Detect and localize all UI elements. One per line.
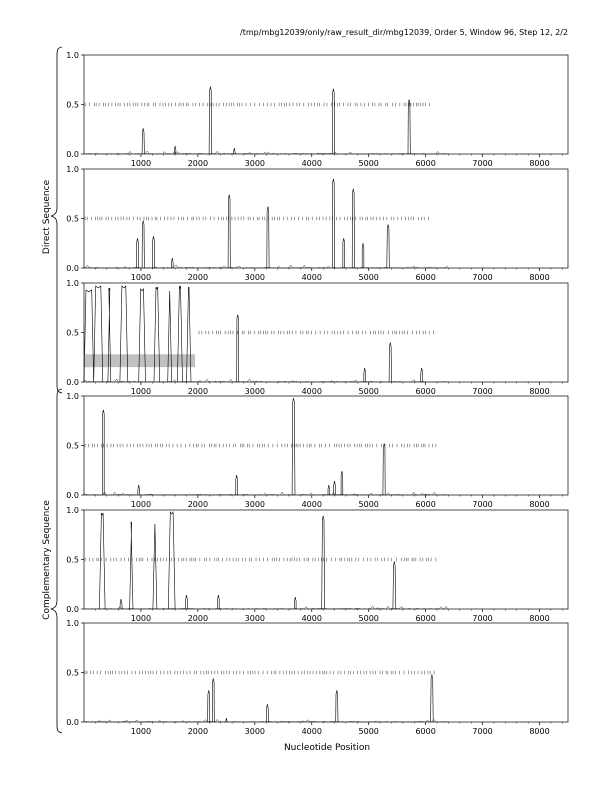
- x-tick-label: 1000: [130, 614, 152, 623]
- x-tick-label: 5000: [358, 273, 379, 282]
- peak-trace: [142, 128, 144, 154]
- y-tick-label: 0.0: [66, 264, 79, 273]
- x-tick-label: 2000: [187, 500, 209, 509]
- peak-trace: [186, 595, 188, 609]
- x-tick-label: 7000: [472, 387, 493, 396]
- x-tick-label: 6000: [415, 500, 436, 509]
- x-tick-label: 1000: [130, 387, 152, 396]
- peak-trace: [174, 146, 176, 154]
- x-tick-label: 3000: [244, 273, 266, 282]
- plateau-trace: [187, 287, 192, 382]
- x-tick-label: 5000: [358, 500, 379, 509]
- x-tick-label: 8000: [529, 614, 550, 623]
- x-tick-label: 7000: [472, 500, 493, 509]
- x-tick-label: 4000: [301, 387, 322, 396]
- plateau-trace: [177, 286, 182, 382]
- panel-p4: [66, 392, 568, 509]
- panel-p6: [66, 619, 568, 736]
- panels: [66, 51, 568, 736]
- plateau-trace: [168, 291, 172, 382]
- plateau-trace: [139, 289, 146, 382]
- peak-trace: [236, 475, 238, 495]
- y-tick-label: 0.0: [66, 491, 79, 500]
- plateau-trace: [108, 288, 111, 382]
- peak-trace: [120, 599, 122, 609]
- x-tick-label: 4000: [301, 159, 322, 168]
- peak-trace: [328, 485, 330, 495]
- y-tick-label: 0.5: [66, 214, 79, 224]
- panel-p1: [66, 51, 568, 168]
- y-tick-label: 0.0: [66, 378, 79, 387]
- x-tick-label: 3000: [244, 387, 266, 396]
- x-tick-label: 1000: [130, 727, 152, 736]
- peak-trace: [267, 207, 269, 268]
- peak-trace: [389, 342, 392, 382]
- y-tick-label: 0.0: [66, 605, 79, 614]
- x-tick-label: 5000: [358, 614, 379, 623]
- panel-p2: [66, 165, 568, 282]
- y-tick-label: 0.5: [66, 555, 79, 565]
- baseline-trace: [84, 606, 448, 609]
- peak-trace: [383, 444, 385, 496]
- panel-frame: [84, 396, 568, 495]
- x-tick-label: 6000: [415, 727, 436, 736]
- peak-trace: [226, 718, 228, 722]
- bracket-direct: [51, 47, 62, 393]
- y-tick-label: 0.5: [66, 668, 79, 678]
- x-tick-label: 5000: [358, 727, 379, 736]
- peak-trace: [336, 690, 338, 722]
- peak-trace: [387, 224, 390, 268]
- peak-trace: [209, 87, 212, 154]
- x-tick-label: 6000: [415, 273, 436, 282]
- peak-trace: [234, 148, 236, 154]
- peak-trace: [393, 562, 396, 610]
- x-tick-label: 2000: [187, 614, 209, 623]
- y-tick-label: 0.0: [66, 718, 79, 727]
- peak-trace: [237, 315, 239, 382]
- x-tick-label: 3000: [244, 159, 266, 168]
- x-tick-label: 7000: [472, 273, 493, 282]
- x-tick-label: 7000: [472, 614, 493, 623]
- x-tick-label: 2000: [187, 159, 209, 168]
- plateau-trace: [84, 290, 94, 382]
- plateau-trace: [120, 286, 128, 382]
- baseline-trace: [84, 151, 448, 154]
- peak-trace: [332, 89, 334, 154]
- x-tick-label: 5000: [358, 159, 379, 168]
- peak-trace: [408, 100, 410, 155]
- peak-trace: [228, 195, 230, 268]
- peak-trace: [153, 236, 155, 268]
- plateau-trace: [154, 287, 160, 382]
- x-tick-label: 8000: [529, 387, 550, 396]
- plateau-trace: [94, 286, 103, 382]
- baseline-trace: [84, 492, 448, 495]
- peak-trace: [352, 189, 354, 268]
- peak-trace: [362, 243, 364, 268]
- peak-trace: [138, 485, 140, 495]
- x-tick-label: 2000: [187, 273, 209, 282]
- x-tick-label: 8000: [529, 727, 550, 736]
- peak-trace: [322, 516, 325, 609]
- y-tick-label: 1.0: [66, 51, 79, 60]
- y-tick-label: 1.0: [66, 279, 79, 288]
- x-tick-label: 2000: [187, 727, 209, 736]
- peak-trace: [334, 481, 336, 495]
- x-tick-label: 7000: [472, 159, 493, 168]
- y-tick-label: 1.0: [66, 392, 79, 401]
- panel-p3: [66, 279, 568, 396]
- x-tick-label: 4000: [301, 500, 322, 509]
- x-tick-label: 8000: [529, 273, 550, 282]
- peak-trace: [218, 595, 220, 609]
- y-tick-label: 0.5: [66, 100, 79, 110]
- peak-trace: [212, 678, 214, 722]
- peak-trace: [294, 597, 296, 609]
- x-tick-label: 5000: [358, 387, 379, 396]
- peak-trace: [266, 704, 268, 722]
- plateau-trace: [153, 524, 157, 609]
- peak-trace: [341, 471, 343, 495]
- y-tick-label: 1.0: [66, 506, 79, 515]
- x-tick-label: 4000: [301, 273, 322, 282]
- x-tick-label: 1000: [130, 159, 152, 168]
- peak-trace: [142, 221, 144, 269]
- x-tick-label: 6000: [415, 614, 436, 623]
- group-label-direct: Direct Sequence: [42, 179, 52, 255]
- x-tick-label: 2000: [187, 387, 209, 396]
- x-tick-label: 4000: [301, 727, 322, 736]
- y-tick-label: 1.0: [66, 165, 79, 174]
- peak-trace: [431, 675, 434, 723]
- peak-trace: [364, 368, 366, 382]
- group-label-complementary: Complementary Sequence: [42, 500, 52, 620]
- panel-p5: [66, 506, 568, 623]
- x-tick-label: 3000: [244, 500, 266, 509]
- x-tick-label: 1000: [130, 500, 152, 509]
- peak-trace: [292, 398, 295, 495]
- plateau-trace: [99, 513, 105, 609]
- x-tick-label: 8000: [529, 159, 550, 168]
- x-tick-label: 3000: [244, 614, 266, 623]
- y-tick-label: 0.5: [66, 441, 79, 451]
- panel-frame: [84, 55, 568, 154]
- x-tick-label: 4000: [301, 614, 322, 623]
- peak-trace: [343, 238, 345, 268]
- x-tick-label: 6000: [415, 159, 436, 168]
- plateau-trace: [130, 522, 133, 609]
- x-tick-label: 1000: [130, 273, 152, 282]
- y-tick-label: 0.5: [66, 328, 79, 338]
- x-tick-label: 8000: [529, 500, 550, 509]
- peak-trace: [103, 410, 105, 495]
- bracket-complementary: [51, 389, 62, 733]
- x-tick-label: 3000: [244, 727, 266, 736]
- y-tick-label: 0.0: [66, 150, 79, 159]
- peak-trace: [171, 258, 173, 268]
- y-tick-label: 1.0: [66, 619, 79, 628]
- x-tick-label: 7000: [472, 727, 493, 736]
- peak-trace: [208, 690, 210, 722]
- x-tick-label: 6000: [415, 387, 436, 396]
- peak-trace: [332, 179, 334, 268]
- figure-header: /tmp/mbg12039/only/raw_result_dir/mbg12039, Order 5, Window 96, Step 12, 2/2: [240, 28, 568, 37]
- x-axis-label: Nucleotide Position: [283, 743, 371, 753]
- peak-trace: [137, 238, 139, 268]
- peak-trace: [421, 368, 423, 382]
